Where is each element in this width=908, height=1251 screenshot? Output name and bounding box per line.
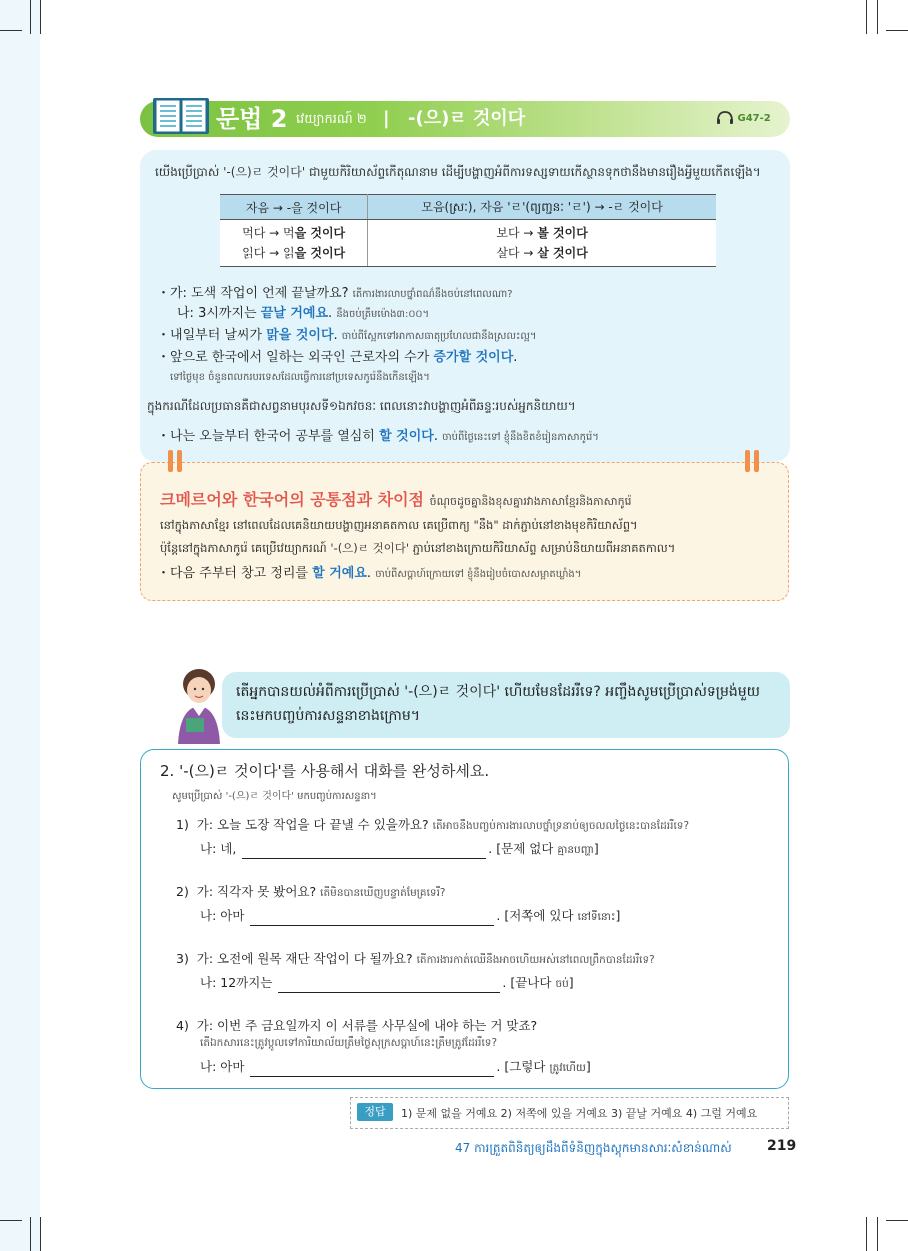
- punct: .: [333, 328, 338, 343]
- crop-mark: [40, 0, 41, 34]
- punct: .: [433, 429, 438, 444]
- punct: .: [513, 350, 518, 365]
- question-kh: តើការងារកាត់ឈើនឹងអាចហើយអស់នៅពេលព្រឹកបានដែររឺទេ?: [416, 954, 655, 966]
- bullet: 나:: [177, 306, 199, 321]
- answer-key-badge: 정답: [357, 1103, 393, 1121]
- verb-base: 읽다 → 읽: [242, 246, 295, 260]
- hint-bracket: ]: [568, 975, 574, 990]
- bullet: ・: [157, 429, 171, 444]
- hint-bracket: ]: [615, 908, 621, 923]
- answer-prefix: 나: 네,: [200, 841, 237, 856]
- example-kh: ទៅថ្ងៃមុខ ចំនួនពលករបរទេសដែលធ្វើការនៅប្រទេសកូរ៉េនឹងកើនឡើង។: [170, 372, 430, 383]
- example-kh: តើការងារលាបថ្នាំពណ៌នឹងចប់នៅពេលណា?: [352, 289, 513, 300]
- question-number: 4): [176, 1018, 189, 1033]
- verb-base: 살다 →: [496, 246, 538, 260]
- answer-line: [200, 973, 574, 993]
- headphones-icon: [716, 111, 734, 125]
- punct: .: [328, 306, 333, 321]
- hint-bracket: ]: [593, 841, 599, 856]
- table-row: [220, 220, 716, 267]
- answer-key-text: 1) 문제 없을 거예요 2) 저쪽에 있을 거예요 3) 끝날 거예요 4) 그럴 거예요: [401, 1107, 758, 1120]
- hint-ko: . [저쪽에 있다: [496, 908, 574, 923]
- hint-kh: ចប់: [555, 978, 569, 990]
- highlight-form: 할 것이다: [379, 429, 434, 444]
- answer-prefix: 나: 아마: [200, 1059, 245, 1074]
- quote-mark: [745, 450, 750, 472]
- bullet: ・가:: [157, 286, 192, 301]
- hint-ko: . [문제 없다: [488, 841, 554, 856]
- hint-bracket: ]: [585, 1059, 591, 1074]
- answer-line: [200, 906, 620, 926]
- example-sentence: [157, 285, 513, 304]
- tip-title-ko: 크메르어와 한국어의 공통점과 차이점: [160, 490, 425, 509]
- table-header-row: [220, 195, 716, 220]
- answer-blank[interactable]: [278, 978, 500, 993]
- question-ko: 가: 직각자 못 봤어요?: [196, 884, 317, 899]
- answer-blank[interactable]: [250, 911, 494, 926]
- grammar-title: -(으)ㄹ 것이다: [408, 108, 526, 129]
- bullet: ・: [157, 350, 171, 365]
- table-cell: [368, 220, 716, 267]
- question-number: 2): [176, 884, 189, 899]
- example-sentence: [157, 327, 536, 346]
- example-kh: ចាប់ពីថ្ងៃនេះទៅ ខ្ញុំនឹងខិតខំរៀនភាសាកូរ៉េ។: [442, 432, 599, 443]
- crop-mark: [866, 1217, 867, 1251]
- question-line: [176, 1016, 537, 1034]
- question-ko: 가: 이번 주 금요일까지 이 서류를 사무실에 내야 하는 거 맞죠?: [196, 1018, 538, 1033]
- question-kh: តើអាចនឹងបញ្ចប់ការងារលាបថ្នាំទ្រនាប់ឲ្យចលលថ្ងៃនេះបានដែររឺទេ?: [432, 820, 690, 832]
- example-sentence: [157, 428, 599, 447]
- audio-code: G47-2: [737, 113, 771, 124]
- question-line: [176, 882, 446, 902]
- example-ko: 나는 오늘부터 한국어 공부를 열심히: [170, 429, 380, 444]
- chapter-footer: 47 ការត្រួតពិនិត្យឲ្យដឹងពីទំនិញក្នុងស្តុកមានសារៈសំខាន់ណាស់: [455, 1141, 732, 1155]
- example-ko: 3시까지는: [198, 306, 261, 321]
- crop-mark: [30, 0, 31, 34]
- example-ko: 내일부터 날씨가: [170, 328, 267, 343]
- answer-prefix: 나: 아마: [200, 908, 245, 923]
- question-ko: 가: 오전에 원목 재단 작업이 다 될까요?: [196, 951, 413, 966]
- example-sentence: [157, 349, 517, 367]
- highlight-form: 맑을 것이다: [266, 328, 334, 343]
- answer-line: [200, 1057, 591, 1077]
- crop-mark: [866, 0, 867, 34]
- header-separator: |: [383, 108, 390, 129]
- grammar-number-kh: វេយ្យាករណ៍ ២: [296, 112, 367, 127]
- bullet: ・: [157, 566, 171, 581]
- crop-mark: [886, 1220, 908, 1221]
- verb-ending: 살 것이다: [537, 246, 588, 260]
- question-line: [176, 949, 655, 969]
- quote-mark: [177, 450, 182, 472]
- punct: .: [366, 566, 372, 581]
- verb-ending: 을 것이다: [294, 246, 346, 260]
- answer-prefix: 나: 12까지는: [200, 975, 273, 990]
- left-margin-strip: [0, 0, 40, 1251]
- crop-mark: [0, 1220, 22, 1221]
- highlight-form: 할 거예요: [312, 566, 367, 581]
- example-kh: នឹងចប់ត្រឹមម៉ោង៣:០០។: [336, 309, 430, 320]
- highlight-form: 끝날 거예요: [260, 306, 329, 321]
- question-line: [176, 815, 689, 835]
- open-book-icon: [152, 94, 210, 136]
- exercise-title: 2. '-(으)ㄹ 것이다'를 사용해서 대화를 완성하세요.: [160, 762, 490, 780]
- question-translation: [200, 1034, 497, 1052]
- table-header: 자음 → -을 것이다: [220, 195, 368, 220]
- bullet: ・: [157, 328, 171, 343]
- question-number: 1): [176, 817, 189, 832]
- question-kh: តើមិនបានឃើញបន្ទាត់មែគ្រទេរឺ?: [320, 887, 446, 899]
- tip-title: [160, 487, 632, 511]
- usage-note: ក្នុងករណីដែលប្រធានគឺជាសព្វនាមបុរសទី១ឯកវចនៈ ពេលនោះវាបង្ហាញអំពីឆន្ទៈរបស់អ្នកនិយាយ។: [147, 399, 576, 413]
- exercise-subtitle: សូមប្រើប្រាស់ '-(으)ㄹ 것이다' មកបញ្ចប់ការសន្ទនា។: [172, 791, 377, 802]
- hint-kh: នៅទីនោះ: [577, 911, 616, 923]
- verb-ending: 볼 것이다: [537, 226, 588, 240]
- question-ko: 가: 오늘 도장 작업을 다 끝낼 수 있을까요?: [196, 817, 429, 832]
- grammar-number: 문법 2: [216, 105, 288, 133]
- hint-ko: . [끝나다: [502, 975, 552, 990]
- grammar-intro: យើងប្រើប្រាស់ '-(으)ㄹ 것이다' ជាមួយកិរិយាស័ព្ទកើតុណនាម ដើម្បីបង្ហាញអំពីការទស្សទាយកើស្ថានទុកថានឹងមានរឿងអ្វីមួយកើតឡើង។: [155, 165, 761, 179]
- crop-mark: [877, 0, 878, 34]
- quote-mark: [168, 450, 173, 472]
- quote-mark: [754, 450, 759, 472]
- crop-mark: [30, 1217, 31, 1251]
- audio-track[interactable]: [716, 109, 771, 129]
- verb-base: 먹다 → 먹: [242, 226, 295, 240]
- example-ko: 다음 주부터 창고 정리를: [170, 566, 313, 581]
- hint-kh: ត្រូវហើយ: [549, 1062, 586, 1074]
- crop-mark: [0, 30, 22, 31]
- example-kh: ចាប់ពីសប្តាហ៍ក្រោយទៅ ខ្ញុំនឹងរៀបចំបោសសម្អាតឃ្លាំង។: [375, 569, 582, 580]
- hint-kh: គ្មានបញ្ហា: [557, 844, 594, 856]
- tip-line: នៅក្នុងភាសាខ្មែរ នៅពេលដែលគេនិយាយបង្ហាញអនាគតកាល គេប្រើពាក្យ "នឹង" ដាក់ភ្ជាប់នៅខាងមុខកិរិយាស័ព្ទ។: [160, 518, 638, 532]
- table-cell: [220, 220, 368, 267]
- answer-blank[interactable]: [250, 1062, 494, 1077]
- highlight-form: 증가할 것이다: [433, 350, 514, 365]
- answer-blank[interactable]: [242, 844, 486, 859]
- conjugation-table: [220, 194, 716, 267]
- crop-mark: [877, 1217, 878, 1251]
- hint-ko: . [그렇다: [496, 1059, 546, 1074]
- answer-line: [200, 839, 599, 859]
- tip-line: ប៉ុន្តែនៅក្នុងភាសាកូរ៉េ គេប្រើវេយ្យាករណ៍ '-(으)ㄹ 것이다' ភ្ជាប់នៅខាងក្រោយកិរិយាស័ព្ទ សម្រាប់និយាយពីអនាគតកាល។: [160, 541, 676, 555]
- crop-mark: [886, 30, 908, 31]
- example-ko: 도색 작업이 언제 끝날까요?: [191, 286, 349, 301]
- table-header: 모음(ស្រៈ), 자음 'ㄹ'(ព្យញ្ជនៈ 'ㄹ') → -ㄹ 것이다: [368, 195, 716, 220]
- example-kh: ចាប់ពីស្អែកទៅអាកាសធាតុប្រហែលជានឹងស្រលះល្អ។: [341, 331, 537, 342]
- example-translation: [170, 368, 430, 387]
- example-sentence: [157, 565, 581, 584]
- example-sentence: [177, 305, 429, 324]
- crop-mark: [40, 1217, 41, 1251]
- teacher-avatar: [170, 666, 228, 744]
- question-kh: តើឯកសារនេះត្រូវប្តូលទៅការិយាល័យត្រឹមថ្ងៃសុក្រសប្តាហ៍នេះត្រឹមត្រូវដែររឺទេ?: [200, 1037, 498, 1049]
- tip-title-kh: ចំណុចដូចគ្នានិងខុសគ្នារវាងភាសាខ្មែរនិងភាសាកូរ៉េ: [429, 495, 632, 508]
- verb-ending: 을 것이다: [294, 226, 346, 240]
- example-ko: 앞으로 한국에서 일하는 외국인 근로자의 수가: [170, 350, 434, 365]
- verb-base: 보다 →: [496, 226, 538, 240]
- question-number: 3): [176, 951, 189, 966]
- page-number: 219: [767, 1138, 797, 1154]
- speech-text: តើអ្នកបានយល់អំពីការប្រើប្រាស់ '-(으)ㄹ 것이다' ហើយមែនដែររឺទេ? អញ្ចឹងសូមប្រើប្រាស់ទម្រង់មួយនេះមកបញ្ចប់ការសន្ទនាខាងក្រោម។: [236, 684, 760, 724]
